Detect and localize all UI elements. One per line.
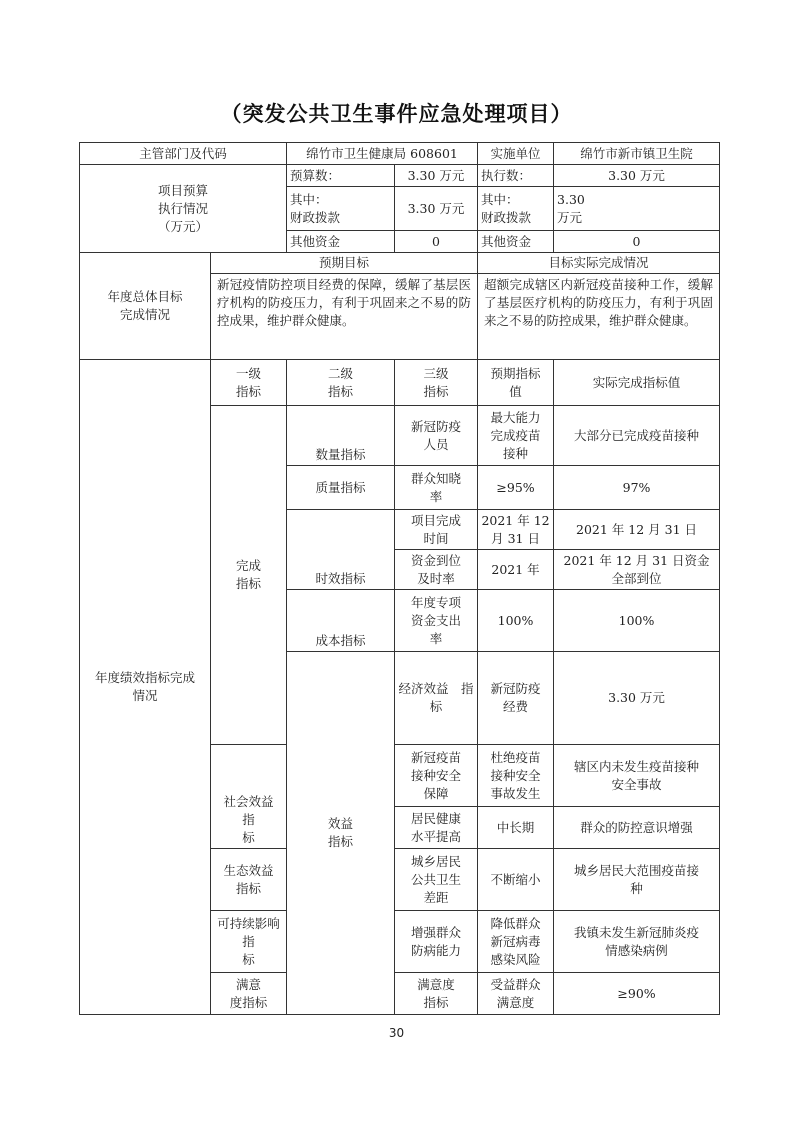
time1-actual: 2021 年 12 月 31 日 — [554, 510, 720, 550]
expected-goal-header: 预期目标 — [211, 253, 478, 274]
unit-label: 实施单位 — [478, 143, 554, 165]
budget-value: 3.30 万元 — [395, 165, 478, 187]
header-level3: 三级 指标 — [395, 360, 478, 406]
quality-indicator: 质量指标 — [287, 466, 395, 510]
expected-goal-text: 新冠疫情防控项目经费的保障，缓解了基层医疗机构的防疫压力，有利于巩固来之不易的防控成果，维护群众健康。 — [211, 274, 478, 360]
sustainable-l3: 增强群众 防病能力 — [395, 911, 478, 973]
header-actual: 实际完成指标值 — [554, 360, 720, 406]
social1-expected: 杜绝疫苗 接种安全 事故发生 — [478, 745, 554, 807]
performance-table — [79, 142, 720, 1015]
ecological-l3: 城乡居民 公共卫生 差距 — [395, 849, 478, 911]
quality-actual: 97% — [554, 466, 720, 510]
dept-value: 绵竹市卫生健康局 608601 — [287, 143, 478, 165]
sustainable-expected: 降低群众 新冠病毒 感染风险 — [478, 911, 554, 973]
page-number: 30 — [388, 1026, 405, 1040]
goal-label: 年度总体目标 完成情况 — [80, 253, 211, 360]
other-label-exec: 其他资金 — [478, 231, 554, 253]
economic-l3: 新冠防疫 经费 — [478, 652, 554, 745]
cost-actual: 100% — [554, 590, 720, 652]
quality-expected: ≥95% — [478, 466, 554, 510]
ecological-actual: 城乡居民大范围疫苗接 种 — [554, 849, 720, 911]
time2-actual: 2021 年 12 月 31 日资金 全部到位 — [554, 550, 720, 590]
time2-expected: 2021 年 — [478, 550, 554, 590]
cost-indicator: 成本指标 — [287, 590, 395, 652]
quality-l3: 群众知晓 率 — [395, 466, 478, 510]
satisfaction-expected: ≥90% — [554, 973, 720, 1015]
unit-value: 绵竹市新市镇卫生院 — [554, 143, 720, 165]
completion-indicator-label: 完成 指标 — [211, 406, 287, 745]
economic-expected: 3.30 万元 — [554, 652, 720, 745]
header-level1: 一级 指标 — [211, 360, 287, 406]
ecological-expected: 不断缩小 — [478, 849, 554, 911]
time2-l3: 资金到位 及时率 — [395, 550, 478, 590]
quantity-l3: 新冠防疫 人员 — [395, 406, 478, 466]
other-budget: 0 — [395, 231, 478, 253]
fin-label-exec: 其中： 财政拨款 — [478, 187, 554, 231]
sustainable-indicator: 可持续影响 指 标 — [211, 911, 287, 973]
satisfaction-indicator-label: 满意 度指标 — [211, 973, 287, 1015]
ecological-indicator: 生态效益 指标 — [211, 849, 287, 911]
social2-actual: 群众的防控意识增强 — [554, 807, 720, 849]
header-level2: 二级 指标 — [287, 360, 395, 406]
benefit-indicator-label: 效益 指标 — [287, 652, 395, 1015]
fin-exec: 3.30 万元 — [554, 187, 720, 231]
quantity-indicator: 数量指标 — [287, 406, 395, 466]
time1-l3: 项目完成 时间 — [395, 510, 478, 550]
other-label: 其他资金 — [287, 231, 395, 253]
header-expected: 预期指标 值 — [478, 360, 554, 406]
cost-expected: 100% — [478, 590, 554, 652]
dept-label: 主管部门及代码 — [80, 143, 287, 165]
budget-label-cell: 预算数： — [287, 165, 395, 187]
social2-l3: 居民健康 水平提高 — [395, 807, 478, 849]
exec-label-cell: 执行数： — [478, 165, 554, 187]
economic-indicator: 经济效益 指 标 — [395, 652, 478, 745]
satisfaction-l2: 满意度 指标 — [395, 973, 478, 1015]
time-indicator: 时效指标 — [287, 510, 395, 590]
quantity-actual: 大部分已完成疫苗接种 — [554, 406, 720, 466]
actual-goal-header: 目标实际完成情况 — [478, 253, 720, 274]
fin-budget: 3.30 万元 — [395, 187, 478, 231]
fin-label: 其中： 财政拨款 — [287, 187, 395, 231]
budget-label: 项目预算 执行情况 （万元） — [80, 165, 287, 253]
actual-goal-text: 超额完成辖区内新冠疫苗接种工作，缓解了基层医疗机构的防疫压力，有利于巩固来之不易的防控成果，维护群众健康。 — [478, 274, 720, 360]
sustainable-actual: 我镇未发生新冠肺炎疫 情感染病例 — [554, 911, 720, 973]
page-title: （突发公共卫生事件应急处理项目） — [220, 102, 573, 126]
social-indicator: 社会效益 指 标 — [211, 745, 287, 849]
social1-actual: 辖区内未发生疫苗接种 安全事故 — [554, 745, 720, 807]
social1-l3: 新冠疫苗 接种安全 保障 — [395, 745, 478, 807]
other-exec: 0 — [554, 231, 720, 253]
perf-label: 年度绩效指标完成 情况 — [80, 360, 211, 1015]
cost-l3: 年度专项 资金支出 率 — [395, 590, 478, 652]
social2-expected: 中长期 — [478, 807, 554, 849]
time1-expected: 2021 年 12 月 31 日 — [478, 510, 554, 550]
exec-value: 3.30 万元 — [554, 165, 720, 187]
quantity-expected: 最大能力 完成疫苗 接种 — [478, 406, 554, 466]
satisfaction-l3: 受益群众 满意度 — [478, 973, 554, 1015]
